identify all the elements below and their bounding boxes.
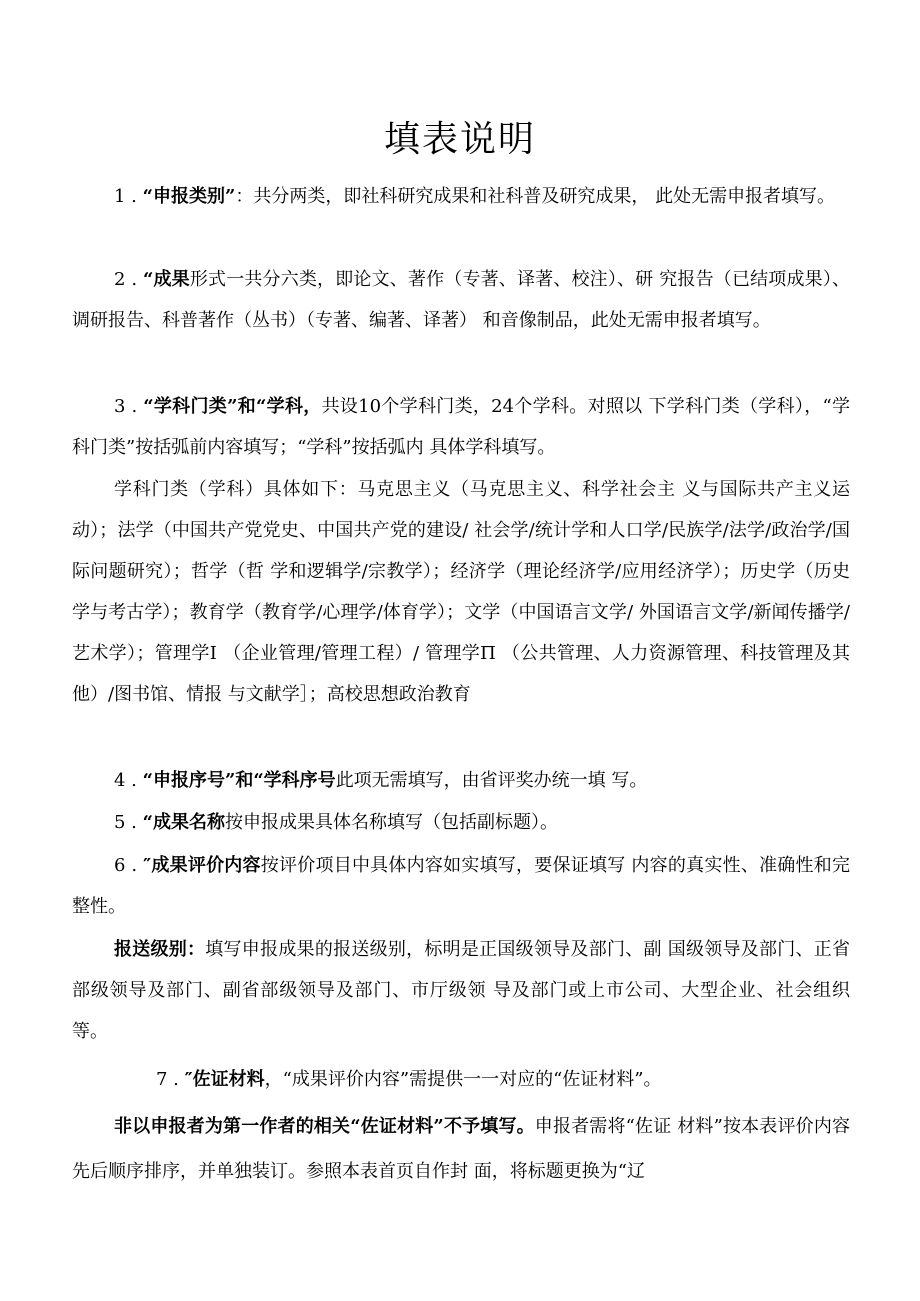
paragraph-6-level bbox=[72, 929, 850, 1052]
paragraph-text: 按评价项目中具体内容如实填写，要保证填写 内容的真实性、准确性和完整性。 bbox=[72, 855, 850, 917]
paragraph-4 bbox=[72, 760, 850, 801]
paragraph-5 bbox=[72, 802, 850, 843]
bold-term: ″佐证材料 bbox=[184, 1069, 265, 1090]
item-number: 6 . bbox=[114, 855, 144, 876]
item-number: 4 . bbox=[114, 770, 143, 791]
paragraph-text: ：共分两类，即社科研究成果和社科普及研究成果， 此处无需申报者填写。 bbox=[235, 186, 836, 207]
paragraph-text: 按申报成果具体名称填写（包括副标题）。 bbox=[224, 812, 558, 833]
paragraph-3 bbox=[72, 386, 850, 468]
bold-term: “申报序号”和“学科序号 bbox=[142, 770, 336, 791]
bold-term: “申报类别” bbox=[142, 186, 236, 207]
paragraph-1 bbox=[72, 176, 850, 217]
paragraph-text: 此项无需填写，由省评奖办统一填 写。 bbox=[335, 770, 648, 791]
item-number: 7 . bbox=[156, 1069, 185, 1090]
item-number: 2 . bbox=[114, 269, 143, 290]
paragraph-7 bbox=[72, 1059, 850, 1100]
bold-term: “成果 bbox=[142, 269, 190, 290]
paragraph-text: 共设10个学科门类，24个学科。对照以 下学科门类（学科），“学科门类”按括弧前内容填写；“学科”按括弧内 具体学科填写。 bbox=[72, 396, 850, 458]
bold-term: “成果名称 bbox=[142, 812, 225, 833]
bold-term: 非以申报者为第一作者的相关“佐证材料”不予填写。 bbox=[114, 1116, 535, 1137]
bold-term: 报送级别： bbox=[114, 939, 206, 960]
paragraph-3-subjects bbox=[72, 469, 850, 715]
paragraph-text: 形式一共分六类，即论文、著作（专著、译著、校注）、研 究报告（已结项成果）、调研报告、科普著作（丛书）（专著、编著、译著） 和音像制品，此处无需申报者填写。 bbox=[72, 269, 850, 331]
paragraph-text: 填写申报成果的报送级别，标明是正国级领导及部门、副 国级领导及部门、正省部级领导及部门、副省部级领导及部门、市厅级领 导及部门或上市公司、大型企业、社会组织等。 bbox=[72, 939, 851, 1042]
item-number: 3 . bbox=[114, 396, 144, 417]
paragraph-text: 学科门类（学科）具体如下：马克思主义（马克思主义、科学社会主 义与国际共产主义运动）；法学（中国共产党党史、中国共产党的建设/ 社会学/统计学和人口学/民族学/法学/政治学/国际问题研究）；哲学（哲 学和逻辑学/宗教学）；经济学（理论经济学/应用经济学）；历史学（历史 学与考古学）；教育学（教育学/心理学/体育学）；文学（中国语言文学/ 外国语言文学/新闻传播学/艺术学）；管理学Ⅰ （企业管理/管理工程）/ 管理学Π （公共管理、人力资源管理、科技管理及其他）/图书馆、情报 与文献学］；高校思想政治教育 bbox=[72, 479, 850, 705]
paragraph-text: ，“成果评价内容”需提供一一对应的“佐证材料”。 bbox=[264, 1069, 662, 1090]
item-number: 5 . bbox=[114, 812, 143, 833]
bold-term: “学科门类”和“学科， bbox=[143, 396, 322, 417]
paragraph-2 bbox=[72, 259, 850, 341]
paragraph-6 bbox=[72, 845, 850, 927]
bold-term: ″成果评价内容 bbox=[143, 855, 261, 876]
page-title: 填表说明 bbox=[383, 119, 536, 160]
item-number: 1 . bbox=[114, 186, 143, 207]
paragraph-text: 申报者需将“佐证 材料”按本表评价内容先后顺序排序，并单独装订。参照本表首页自作封 面，将标题更换为“辽 bbox=[72, 1116, 850, 1182]
paragraph-7-note bbox=[72, 1104, 850, 1194]
